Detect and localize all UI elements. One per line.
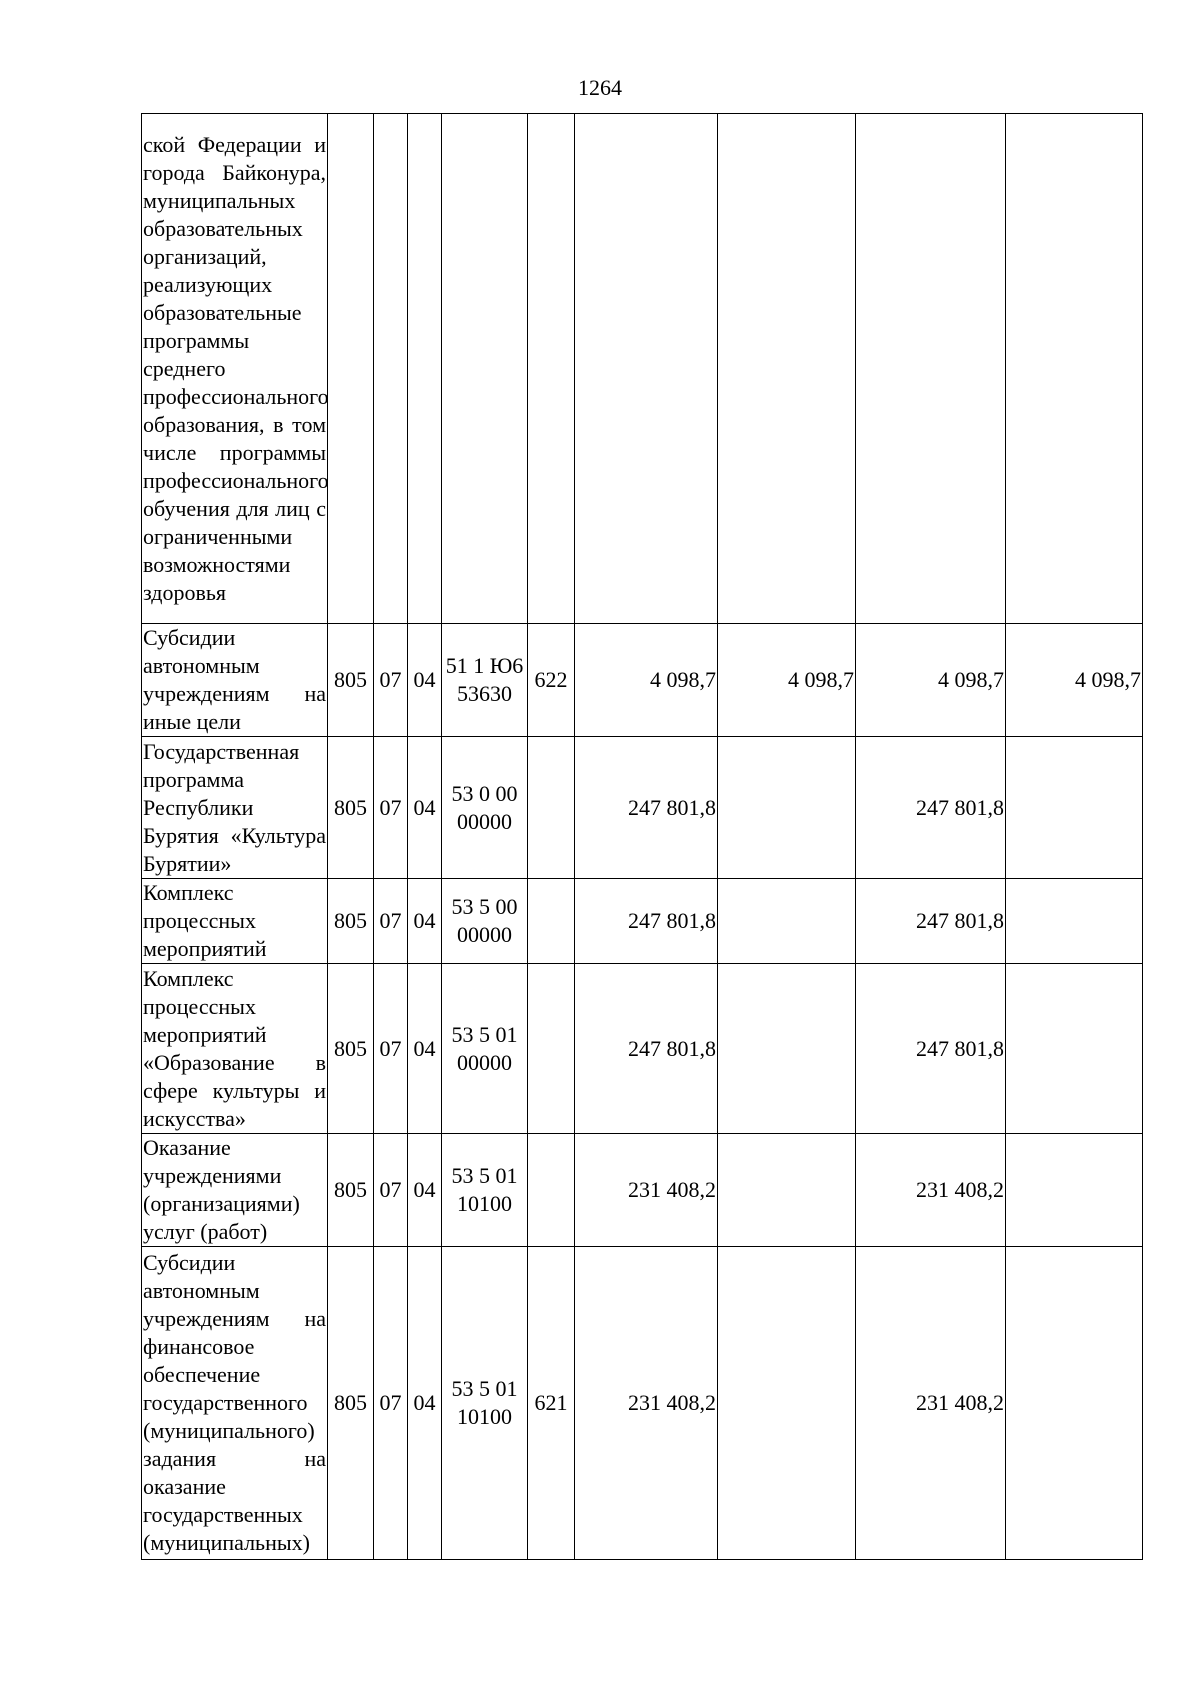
section-code: 07: [374, 1247, 408, 1560]
expense-type-code: [528, 114, 575, 624]
amount-1: 231 408,2: [575, 1134, 718, 1247]
section-code: 07: [374, 879, 408, 964]
expense-type-code: [528, 1134, 575, 1247]
amount-3: 247 801,8: [856, 879, 1006, 964]
grbs-code: 805: [328, 964, 374, 1134]
expense-type-code: 621: [528, 1247, 575, 1560]
amount-1: 231 408,2: [575, 1247, 718, 1560]
section-code: 07: [374, 737, 408, 879]
row-name: Комплекс процессных мероприятий «Образование в сфере культуры и искусства»: [142, 964, 328, 1134]
amount-2: [718, 737, 856, 879]
expense-type-code: [528, 737, 575, 879]
amount-4: [1006, 879, 1143, 964]
table-row: [142, 964, 1143, 1134]
amount-3: 231 408,2: [856, 1247, 1006, 1560]
amount-2: [718, 879, 856, 964]
target-article-code: 53 5 01 00000: [442, 964, 528, 1134]
expense-type-code: [528, 964, 575, 1134]
amount-2: [718, 114, 856, 624]
page-number: 1264: [578, 75, 622, 100]
amount-4: [1006, 737, 1143, 879]
budget-table: [141, 113, 1143, 1560]
amount-1: [575, 114, 718, 624]
section-code: [374, 114, 408, 624]
expense-type-code: [528, 879, 575, 964]
target-article-code: 53 0 00 00000: [442, 737, 528, 879]
amount-1: 4 098,7: [575, 624, 718, 737]
grbs-code: 805: [328, 879, 374, 964]
amount-3: 231 408,2: [856, 1134, 1006, 1247]
amount-2: [718, 964, 856, 1134]
target-article-code: 53 5 01 10100: [442, 1247, 528, 1560]
row-name: Комплекс процессных мероприятий: [142, 879, 328, 964]
table-row: [142, 1247, 1143, 1560]
amount-2: [718, 1247, 856, 1560]
section-code: 07: [374, 964, 408, 1134]
amount-2: 4 098,7: [718, 624, 856, 737]
subsection-code: 04: [408, 964, 442, 1134]
subsection-code: 04: [408, 737, 442, 879]
grbs-code: 805: [328, 737, 374, 879]
target-article-code: [442, 114, 528, 624]
table-row: [142, 737, 1143, 879]
row-name: ской Федерации и города Байконура, муниципальных образовательных организаций, реализующих образовательные программы среднего профессионального образования, в том числе программы профессионального обучения для лиц с ограниченными возможностями здоровья: [142, 114, 328, 624]
table-row: [142, 879, 1143, 964]
amount-1: 247 801,8: [575, 964, 718, 1134]
amount-3: 247 801,8: [856, 964, 1006, 1134]
row-name: Субсидии автономным учреждениям на иные цели: [142, 624, 328, 737]
subsection-code: [408, 114, 442, 624]
amount-3: [856, 114, 1006, 624]
table-row: [142, 624, 1143, 737]
row-name: Субсидии автономным учреждениям на финансовое обеспечение государственного (муниципального) задания на оказание государственных (муниципальных): [142, 1247, 328, 1560]
amount-3: 247 801,8: [856, 737, 1006, 879]
amount-4: [1006, 114, 1143, 624]
grbs-code: 805: [328, 1134, 374, 1247]
row-name: Оказание учреждениями (организациями) услуг (работ): [142, 1134, 328, 1247]
amount-1: 247 801,8: [575, 737, 718, 879]
grbs-code: 805: [328, 1247, 374, 1560]
amount-2: [718, 1134, 856, 1247]
target-article-code: 53 5 00 00000: [442, 879, 528, 964]
amount-4: [1006, 1134, 1143, 1247]
row-name: Государственная программа Республики Бурятия «Культура Бурятии»: [142, 737, 328, 879]
target-article-code: 53 5 01 10100: [442, 1134, 528, 1247]
target-article-code: 51 1 Ю6 53630: [442, 624, 528, 737]
section-code: 07: [374, 624, 408, 737]
amount-1: 247 801,8: [575, 879, 718, 964]
amount-4: 4 098,7: [1006, 624, 1143, 737]
amount-3: 4 098,7: [856, 624, 1006, 737]
subsection-code: 04: [408, 1134, 442, 1247]
expense-type-code: 622: [528, 624, 575, 737]
table-row: [142, 1134, 1143, 1247]
subsection-code: 04: [408, 1247, 442, 1560]
subsection-code: 04: [408, 624, 442, 737]
subsection-code: 04: [408, 879, 442, 964]
amount-4: [1006, 964, 1143, 1134]
section-code: 07: [374, 1134, 408, 1247]
table-row: [142, 114, 1143, 624]
amount-4: [1006, 1247, 1143, 1560]
grbs-code: 805: [328, 624, 374, 737]
grbs-code: [328, 114, 374, 624]
